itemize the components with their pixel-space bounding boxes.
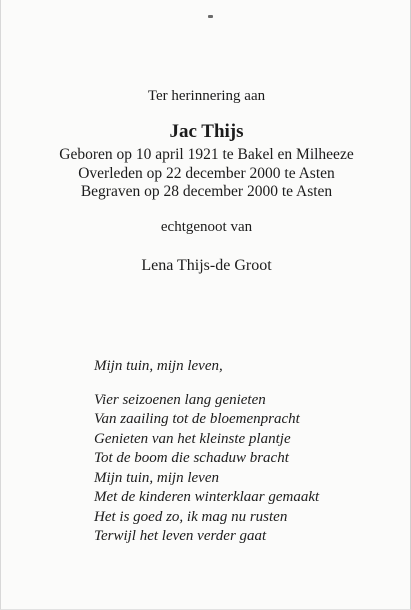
poem-line: Vier seizoenen lang genieten xyxy=(94,391,266,408)
spouse-name: Lena Thijs-de Groot xyxy=(141,257,272,274)
intro-text: Ter herinnering aan xyxy=(147,88,266,104)
burial-line: Begraven op 28 december 2000 te Asten xyxy=(80,183,333,200)
poem-line: Terwijl het leven verder gaat xyxy=(94,528,267,544)
poem-line: Tot de boom die schaduw bracht xyxy=(94,450,289,466)
birth-line: Geboren op 10 april 1921 te Bakel en Milheeze xyxy=(59,146,354,163)
poem-line: Het is goed zo, ik mag nu rusten xyxy=(94,508,288,525)
poem-line: Van zaailing tot de bloemenpracht xyxy=(94,411,300,427)
poem-line: Met de kinderen winterklaar gemaakt xyxy=(94,489,320,505)
spouse-intro: echtgenoot van xyxy=(160,219,253,235)
deceased-name: Jac Thijs xyxy=(169,121,244,142)
poem-title: Mijn tuin, mijn leven, xyxy=(94,358,223,374)
poem-line: Mijn tuin, mijn leven xyxy=(94,469,219,486)
death-line: Overleden op 22 december 2000 te Asten xyxy=(78,165,335,182)
poem xyxy=(94,357,319,547)
print-mark xyxy=(208,15,213,18)
poem-line: Genieten van het kleinste plantje xyxy=(94,430,291,447)
